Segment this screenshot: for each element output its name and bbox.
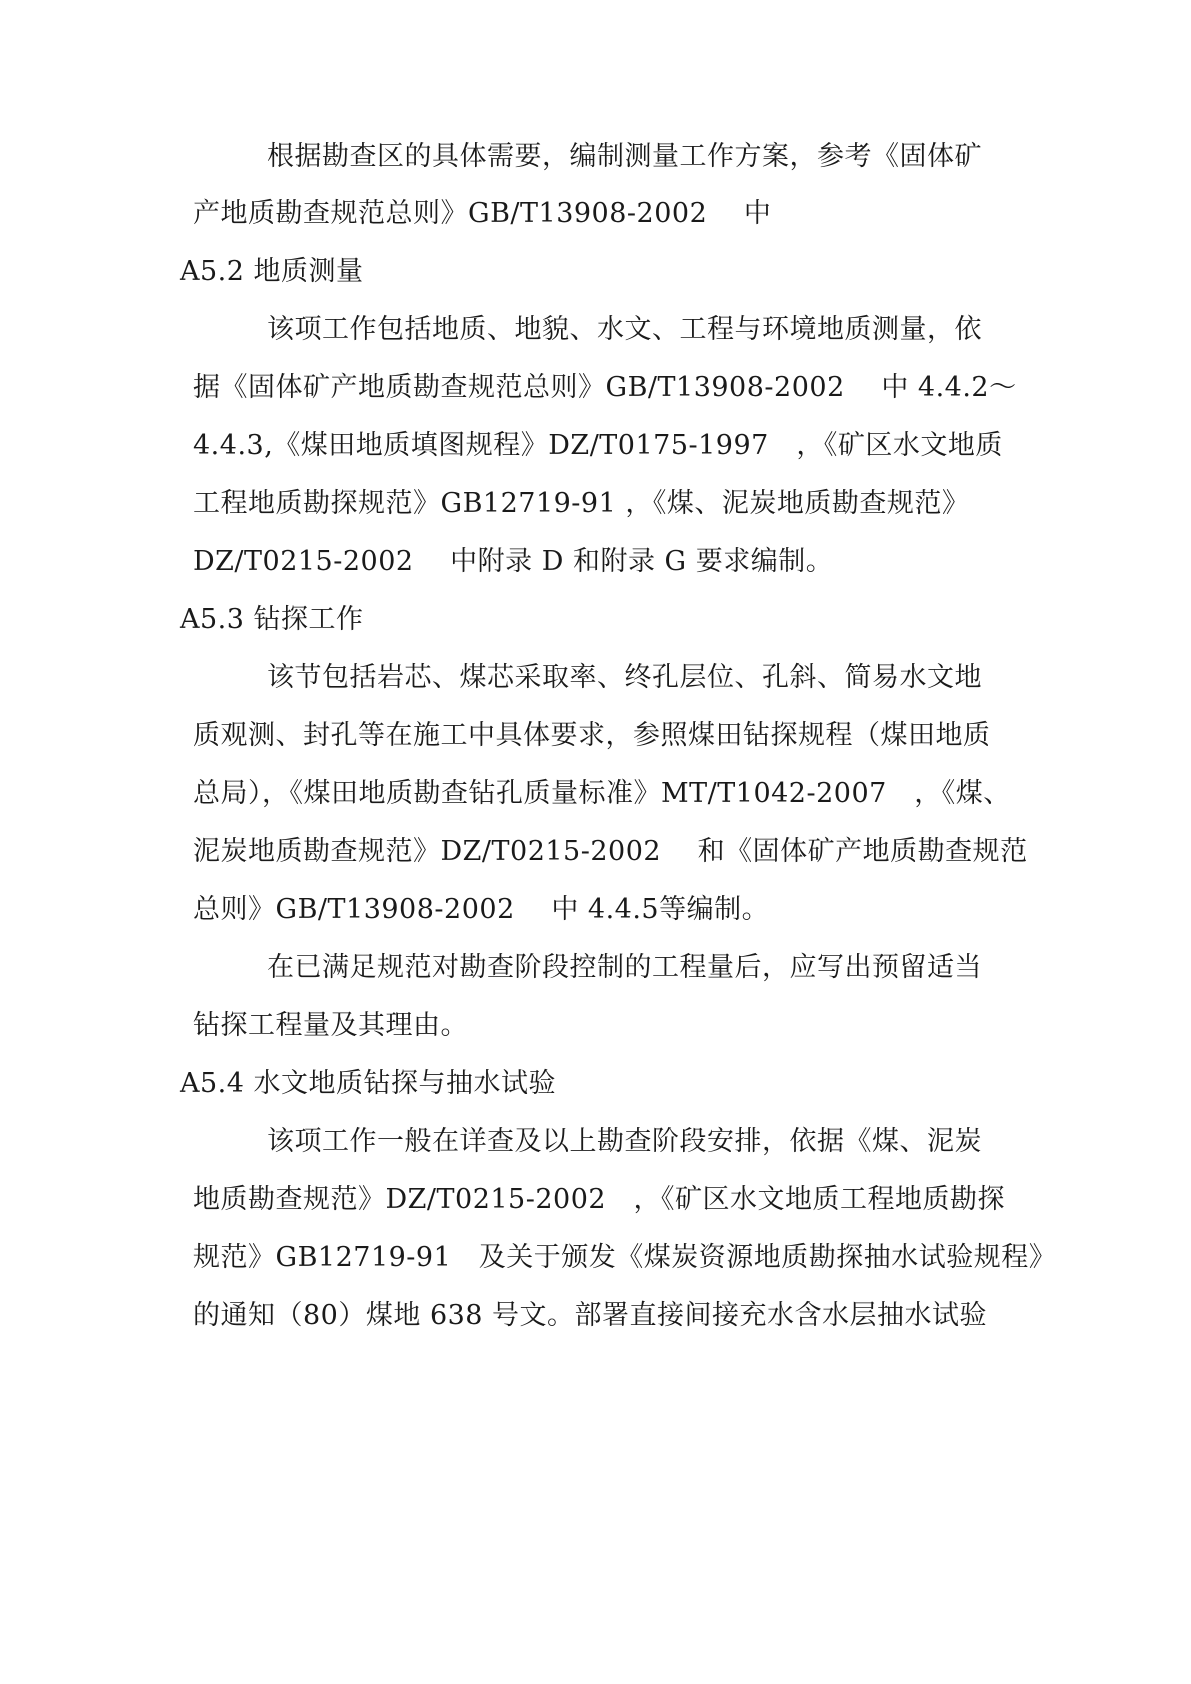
- paragraph-line: 据《固体矿产地质勘查规范总则》GB/T13908-2002 中 4.4.2～: [193, 372, 1017, 403]
- paragraph-line: 总则》GB/T13908-2002 中 4.4.5等编制。: [193, 894, 770, 925]
- paragraph-line: 地质勘查规范》DZ/T0215-2002 ，《矿区水文地质工程地质勘探: [193, 1184, 1006, 1215]
- paragraph-line: 工程地质勘探规范》GB12719-91 ，《煤、泥炭地质勘查规范》: [193, 488, 970, 519]
- paragraph-line: 该节包括岩芯、煤芯采取率、终孔层位、孔斜、简易水文地: [267, 662, 982, 693]
- paragraph-line: 规范》GB12719-91 及关于颁发《煤炭资源地质勘探抽水试验规程》: [193, 1242, 1057, 1273]
- paragraph-line: 产地质勘查规范总则》GB/T13908-2002 中: [193, 198, 772, 229]
- paragraph-line: DZ/T0215-2002 中附录 D 和附录 G 要求编制。: [193, 546, 834, 577]
- paragraph-line: 总局），《煤田地质勘查钻孔质量标准》MT/T1042-2007 ，《煤、: [193, 778, 1011, 809]
- paragraph-line: 该项工作一般在详查及以上勘查阶段安排，依据《煤、泥炭: [267, 1126, 982, 1157]
- section-heading: A5.3 钻探工作: [180, 604, 364, 635]
- paragraph-line: 该项工作包括地质、地貌、水文、工程与环境地质测量，依: [267, 314, 982, 345]
- paragraph-line: 在已满足规范对勘查阶段控制的工程量后，应写出预留适当: [267, 952, 982, 983]
- paragraph-line: 质观测、封孔等在施工中具体要求，参照煤田钻探规程（煤田地质: [193, 720, 991, 751]
- section-heading: A5.2 地质测量: [180, 256, 364, 287]
- paragraph-line: 4.4.3,《煤田地质填图规程》DZ/T0175-1997 ，《矿区水文地质: [193, 430, 1003, 461]
- paragraph-line: 的通知（80）煤地 638 号文。部署直接间接充水含水层抽水试验: [193, 1300, 988, 1331]
- paragraph-line: 根据勘查区的具体需要，编制测量工作方案，参考《固体矿: [267, 141, 982, 172]
- section-heading: A5.4 水文地质钻探与抽水试验: [180, 1068, 557, 1099]
- paragraph-line: 钻探工程量及其理由。: [193, 1010, 468, 1041]
- paragraph-line: 泥炭地质勘查规范》DZ/T0215-2002 和《固体矿产地质勘查规范: [193, 836, 1028, 867]
